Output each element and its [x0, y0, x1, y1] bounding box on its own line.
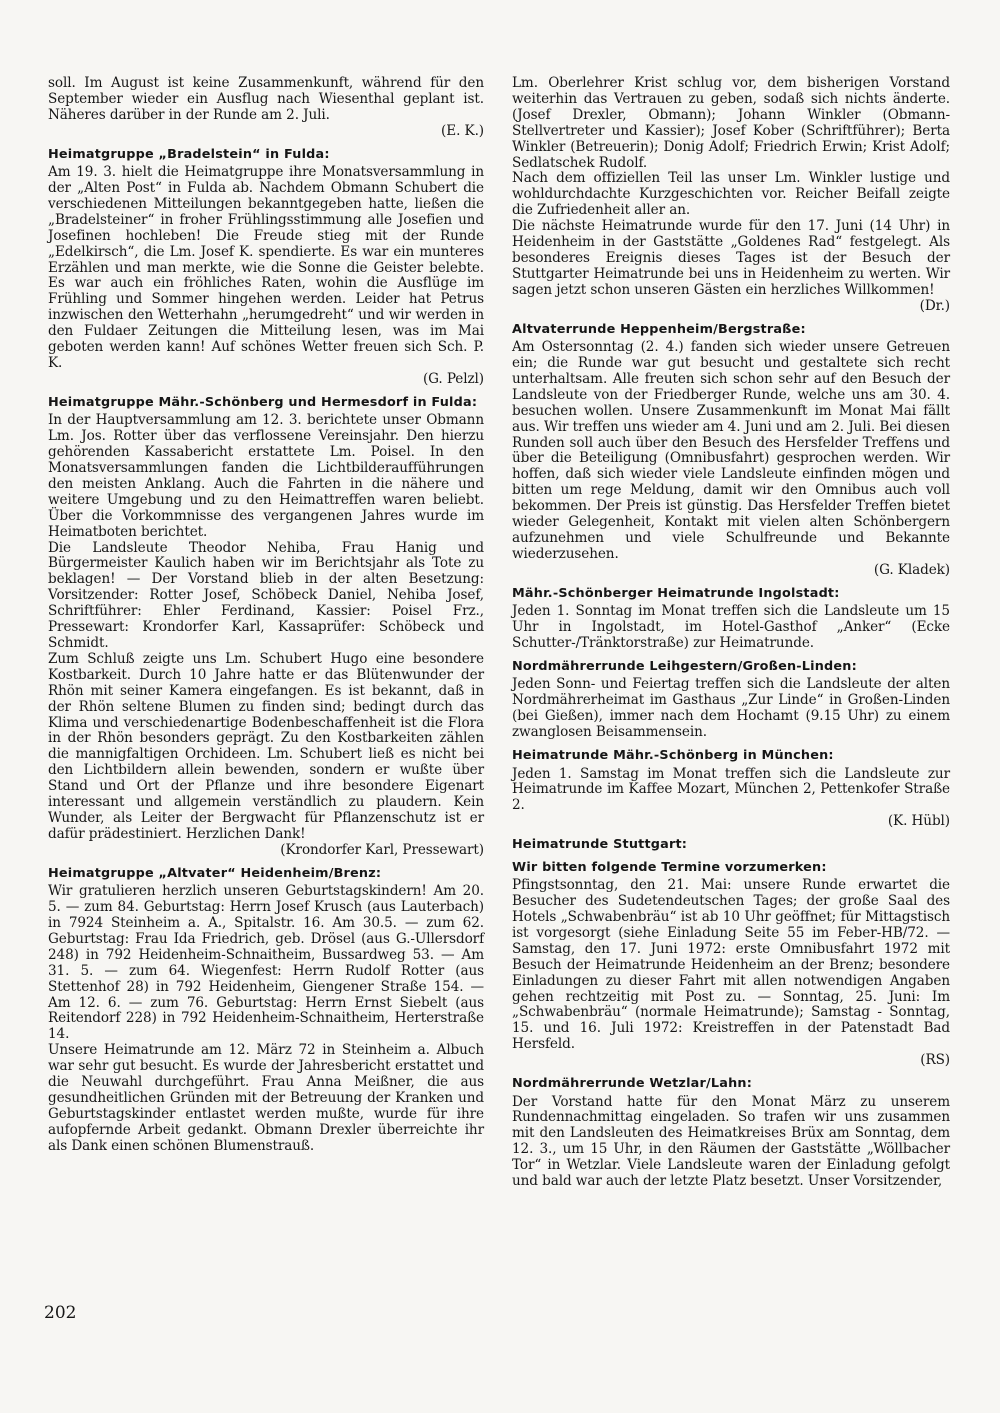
heading-text: Heimatrunde Mähr.-Schönberg in München: — [512, 748, 834, 764]
author-signature: (G. Pelzl) — [422, 370, 484, 387]
paragraph — [512, 76, 950, 171]
paragraph — [512, 878, 950, 1069]
paragraph — [512, 604, 950, 652]
paragraph — [512, 340, 950, 579]
heading-text: Heimatrunde Stuttgart: — [512, 837, 688, 853]
paragraph — [48, 413, 484, 540]
section-heading — [48, 866, 484, 882]
heading-text: Nordmährerrunde Wetzlar/Lahn: — [512, 1076, 753, 1092]
paragraph-text: Pfingstsonntag, den 21. Mai: unsere Runde erwartet die Besucher des Sudetendeutschen Tages; der große Saal des Hotels „Schwabenbräu“ ist ab 10 Uhr geöffnet; für Mittagstisch ist vorgesorgt (siehe Einladung Seite 55 im Feber-HB/72. — Samstag, den 17. Juni 1972: erste Omnibusfahrt 1972 mit Besuch der Heimatrunde Heidenheim an der Brenz; besondere Einladungen zu dieser Fahrt mit allen notwendigen Angaben gehen rechtzeitig mit Post zu. — Sonntag, 25. Juni: Im „Schwabenbräu“ (normale Heimatrunde); Samstag - Sonntag, 15. und 16. Juli 1972: Kreistreffen in der Patenstadt Bad Hersfeld. — [512, 877, 950, 1053]
paragraph-text: Jeden Sonn- und Feiertag treffen sich die Landsleute der alten Nordmährerheimat im Gasthaus „Zur Linde“ in Großen-Linden (bei Gießen), immer nach dem Hochamt (9.15 Uhr) zu einem zwanglosen Beisammensein. — [512, 676, 950, 741]
paragraph — [512, 677, 950, 741]
paragraph-text: Der Vorstand hatte für den Monat März zu unserem Rundennachmittag eingeladen. So trafen wir uns zusammen mit den Landsleuten des Heimatkreises Brüx am Sonntag, dem 12. 3., um 15 Uhr, in den Räumen der Gaststätte „Wöllbacher Tor“ in Wetzlar. Viele Landsleute waren der Einladung gefolgt und bald war auch der letzte Platz besetzt. Unser Vorsitzender, — [512, 1093, 950, 1190]
author-signature: (E. K.) — [441, 122, 484, 139]
heading-text: Heimatgruppe „Altvater“ Heidenheim/Brenz: — [48, 865, 382, 881]
author-signature: (Dr.) — [919, 297, 950, 314]
paragraph — [48, 541, 484, 652]
paragraph-text: Am 19. 3. hielt die Heimatgruppe ihre Monatsversammlung in der „Alten Post“ in Fulda ab. Nachdem Obmann Schubert die verschiedenen Mitteilungen bekanntgegeben hatte, ließen die „Bradelsteiner“ in froher Frühlingsstimmung alle Josefien und Josefinen hochleben! Die Freude stieg mit der Runde „Edelkirsch“, die Lm. Josef K. spendierte. Es war ein munteres Erzählen und man merkte, wie die Sonne die Geister belebte. Es war auch ein fröhliches Raten, wohin die Ausflüge im Frühling und Sommer hingehen werden. Leider hat Petrus inzwischen den Wetterhahn „herumgedreht“ und wir werden in den Fuldaer Zeitungen die Mitteilung lesen, was im Mai geboten werden kann! Auf schönes Wetter freuen sich Sch. P. K. — [48, 164, 484, 371]
paragraph — [512, 1095, 950, 1190]
author-signature: (G. Kladek) — [873, 561, 950, 578]
paragraph — [48, 1043, 484, 1154]
section-heading — [512, 586, 950, 602]
paragraph — [48, 165, 484, 388]
paragraph-text: Jeden 1. Sonntag im Monat treffen sich die Landsleute um 15 Uhr in Ingolstadt, im Hotel-Gasthof „Anker“ (Ecke Schutter-/Tränktorstraße) zur Heimatrunde. — [512, 603, 950, 651]
section-heading — [512, 659, 950, 675]
section-heading — [48, 147, 484, 163]
page-number: 202 — [44, 1303, 77, 1323]
heading-text: Wir bitten folgende Termine vorzumerken: — [512, 859, 827, 875]
paragraph-text: Die Landsleute Theodor Nehiba, Frau Hanig und Bürgermeister Kaulich haben wir im Berichtsjahr als Tote zu beklagen! — Der Vorstand blieb in der alten Besetzung: Vorsitzender: Rotter Josef, Schöbeck Daniel, Nehiba Josef, Schriftführer: Ehler Ferdinand, Kassier: Poisel Frz., Pressewart: Krondorfer Karl, Kassaprüfer: Schöbeck und Schmidt. — [48, 539, 484, 651]
paragraph — [48, 76, 484, 140]
section-heading — [512, 1076, 950, 1092]
paragraph-text: Unsere Heimatrunde am 12. März 72 in Steinheim a. Albuch war sehr gut besucht. Es wurde der Jahresbericht erstattet und die Neuwahl durchgeführt. Frau Anna Meißner, die aus gesundheitlichen Gründen mit der Betreuung der Kranken und Geburtstagskinder entlastet werden mußte, wurde für ihre aufopfernde Arbeit gedankt. Obmann Drexler überreichte ihr als Dank einen schönen Blumenstrauß. — [48, 1042, 484, 1154]
paragraph-text: Wir gratulieren herzlich unseren Geburtstagskindern! Am 20. 5. — zum 84. Geburtstag: Herrn Josef Krusch (aus Lauterbach) in 7924 Steinheim a. A., Spitalstr. 16. Am 30.5. — zum 62. Geburtstag: Frau Ida Friedrich, geb. Drösel (aus G.-Ullersdorf 248) in 792 Heidenheim-Schnaitheim, Bussardweg 53. — Am 31. 5. — zum 64. Wiegenfest: Herrn Rudolf Rotter (aus Stettenhof 28) in 792 Heidenheim, Giengener Straße 154. — Am 12. 6. — zum 76. Geburtstag: Herrn Ernst Siebelt (aus Reitendorf 228) in 792 Heidenheim-Schnaitheim, Herterstraße 14. — [48, 883, 484, 1043]
heading-text: Altvaterrunde Heppenheim/Bergstraße: — [512, 321, 806, 337]
paragraph-text: Am Ostersonntag (2. 4.) fanden sich wieder unsere Getreuen ein; die Runde war gut besucht und gestaltete sich recht unterhaltsam. Alle freuten sich schon sehr auf den Besuch der Landsleute von der Friedberger Runde, welche uns am 30. 4. besuchen wollen. Unsere Zusammenkunft im Monat Mai fällt aus. Wir treffen uns wieder am 4. Juni und am 2. Juli. Bei diesen Runden soll auch über den Besuch des Hersfelder Treffens und über die Beteiligung (Omnibusfahrt) gesprochen werden. Wir hoffen, daß sich wieder viele Landsleute einfinden mögen und bitten um rege Meldung, damit wir den Omnibus auch voll bekommen. Der Preis ist günstig. Das Hersfelder Treffen bietet wieder Gelegenheit, Kontakt mit vielen alten Schönbergern aufzunehmen und viele Schulfreunde und Bekannte wiederzusehen. — [512, 339, 950, 562]
heading-text: Heimatgruppe „Bradelstein“ in Fulda: — [48, 146, 330, 162]
paragraph-text: Zum Schluß zeigte uns Lm. Schubert Hugo eine besondere Kostbarkeit. Durch 10 Jahre hatte er das Blütenwunder der Rhön mit seiner Kamera eingefangen. Es ist bekannt, daß in der Rhön seltene Blumen zu finden sind; bedingt durch das Klima und verschiedenartige Bodenbeschaffenheit ist die Flora in der Rhön besonders geprägt. Zu den Kostbarkeiten zählen die mannigfaltigen Orchideen. Lm. Schubert ließ es nicht bei den Lichtbildern allein bewenden, sondern er wußte über Stand und Ort der Pflanze und ihre besondere Eigenart interessant und allgemein verständlich zu plaudern. Kein Wunder, als Leiter der Bergwacht für Pflanzenschutz ist er dafür prädestiniert. Herzlichen Dank! — [48, 650, 484, 842]
paragraph-text: Die nächste Heimatrunde wurde für den 17. Juni (14 Uhr) in Heidenheim in der Gaststätte „Goldenes Rad“ festgelegt. Als besonderes Ereignis dieses Tages ist der Besuch der Stuttgarter Heimatrunde bei uns in Heidenheim zu werten. Wir sagen jetzt schon unseren Gästen ein herzliches Willkommen! — [512, 218, 950, 298]
paragraph — [512, 219, 950, 314]
section-heading — [512, 748, 950, 764]
section-heading — [48, 395, 484, 411]
heading-text: Mähr.-Schönberger Heimatrunde Ingolstadt: — [512, 585, 840, 601]
paragraph-text: Lm. Oberlehrer Krist schlug vor, dem bisherigen Vorstand weiterhin das Vertrauen zu geben, sodaß sich nichts änderte. (Josef Drexler, Obmann); Johann Winkler (Obmann-Stellvertreter und Kassier); Josef Kober (Schriftführer); Berta Winkler (Betreuerin); Donig Adolf; Friedrich Erwin; Krist Adolf; Sedlatschek Rudolf. — [512, 75, 950, 171]
paragraph — [512, 767, 950, 831]
paragraph-text: soll. Im August ist keine Zusammenkunft, während für den September wieder ein Ausflug nach Wiesenthal geplant ist. Näheres darüber in der Runde am 2. Juli. — [48, 75, 484, 123]
paragraph-text: Nach dem offiziellen Teil las unser Lm. Winkler lustige und wohldurchdachte Kurzgeschichten vor. Reicher Beifall zeigte die Zufriedenheit aller an. — [512, 170, 950, 219]
left-column — [48, 76, 484, 1155]
section-heading — [512, 860, 950, 876]
paragraph — [48, 884, 484, 1043]
author-signature: (Krondorfer Karl, Pressewart) — [280, 841, 484, 858]
paragraph-text: In der Hauptversammlung am 12. 3. berichtete unser Obmann Lm. Jos. Rotter über das verflossene Vereinsjahr. Den hierzu gehörenden Kassabericht erstattete Lm. Poisel. In den Monatsversammlungen fanden die Lichtbilderaufführungen den meisten Anklang. Auch die Fahrten in die nähere und weitere Umgebung und zu den Heimattreffen waren beliebt. Über die Vorkommnisse des vergangenen Jahres wurde im Heimatboten berichtet. — [48, 412, 484, 540]
heading-text: Nordmährerrunde Leihgestern/Großen-Linden: — [512, 658, 857, 674]
paragraph-text: Jeden 1. Samstag im Monat treffen sich die Landsleute zur Heimatrunde im Kaffee Mozart, München 2, Pettenkofer Straße 2. — [512, 765, 950, 814]
paragraph — [48, 652, 484, 859]
paragraph — [512, 171, 950, 219]
section-heading — [512, 322, 950, 338]
author-signature: (RS) — [920, 1052, 950, 1069]
author-signature: (K. Hübl) — [887, 813, 950, 830]
heading-text: Heimatgruppe Mähr.-Schönberg und Hermesdorf in Fulda: — [48, 394, 478, 410]
right-column — [512, 76, 950, 1190]
section-heading — [512, 837, 950, 853]
